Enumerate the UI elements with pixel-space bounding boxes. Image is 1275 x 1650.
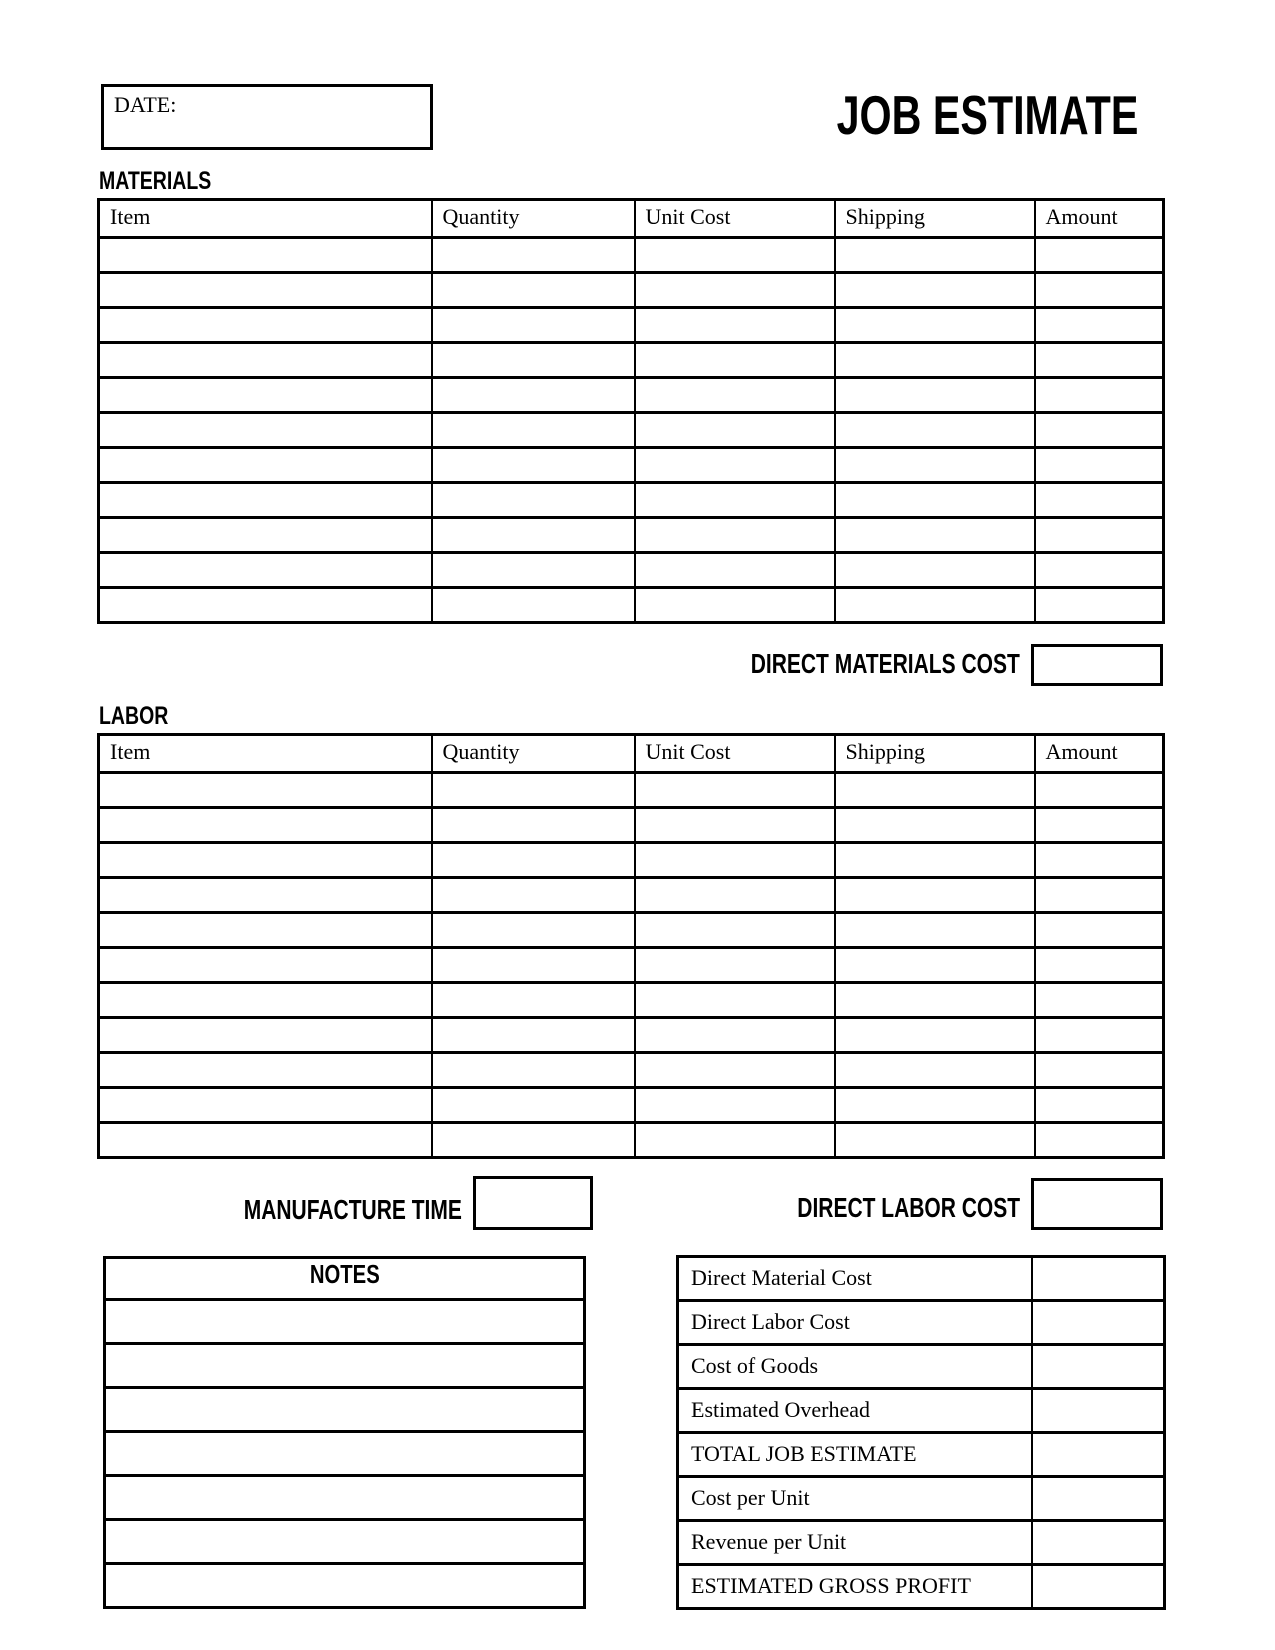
materials-amount-cell[interactable]	[1035, 378, 1164, 413]
materials-item-cell[interactable]	[99, 448, 432, 483]
labor-unitcost-cell[interactable]	[635, 1088, 835, 1123]
notes-title: NOTES	[309, 1259, 380, 1289]
labor-empty-row	[99, 983, 1164, 1018]
manufacture-time-box[interactable]	[473, 1176, 593, 1230]
summary-row-direct-labor-cost	[678, 1301, 1165, 1345]
materials-quantity-cell[interactable]	[432, 553, 635, 588]
materials-col-amount: Amount	[1035, 200, 1164, 238]
summary-value-cell[interactable]	[1032, 1477, 1165, 1521]
labor-item-cell[interactable]	[99, 1123, 432, 1158]
labor-amount-cell[interactable]	[1035, 843, 1164, 878]
summary-label: Direct Material Cost	[678, 1257, 1032, 1301]
labor-shipping-cell[interactable]	[835, 1053, 1035, 1088]
materials-amount-cell[interactable]	[1035, 308, 1164, 343]
labor-shipping-cell[interactable]	[835, 878, 1035, 913]
materials-empty-row	[99, 343, 1164, 378]
labor-quantity-cell[interactable]	[432, 1123, 635, 1158]
notes-header-cell	[105, 1258, 585, 1300]
materials-shipping-cell[interactable]	[835, 378, 1035, 413]
labor-empty-row	[99, 1053, 1164, 1088]
materials-item-cell[interactable]	[99, 553, 432, 588]
summary-row-cost-of-goods	[678, 1345, 1165, 1389]
labor-unitcost-cell[interactable]	[635, 878, 835, 913]
summary-label: Revenue per Unit	[678, 1521, 1032, 1565]
summary-label: TOTAL JOB ESTIMATE	[678, 1433, 1032, 1477]
labor-amount-cell[interactable]	[1035, 1088, 1164, 1123]
labor-unitcost-cell[interactable]	[635, 948, 835, 983]
labor-section-label: LABOR	[99, 702, 169, 730]
materials-col-shipping: Shipping	[835, 200, 1035, 238]
labor-item-cell[interactable]	[99, 1088, 432, 1123]
materials-unitcost-cell[interactable]	[635, 273, 835, 308]
labor-item-cell[interactable]	[99, 878, 432, 913]
notes-line[interactable]	[105, 1388, 585, 1432]
labor-quantity-cell[interactable]	[432, 983, 635, 1018]
labor-table	[97, 733, 1165, 1159]
summary-label: Cost per Unit	[678, 1477, 1032, 1521]
summary-label: Direct Labor Cost	[678, 1301, 1032, 1345]
materials-shipping-cell[interactable]	[835, 308, 1035, 343]
labor-shipping-cell[interactable]	[835, 1123, 1035, 1158]
notes-line[interactable]	[105, 1300, 585, 1344]
notes-line[interactable]	[105, 1344, 585, 1388]
labor-shipping-cell[interactable]	[835, 773, 1035, 808]
materials-quantity-cell[interactable]	[432, 588, 635, 623]
materials-item-cell[interactable]	[99, 413, 432, 448]
materials-quantity-cell[interactable]	[432, 518, 635, 553]
labor-empty-row	[99, 808, 1164, 843]
summary-row-revenue-per-unit	[678, 1521, 1165, 1565]
labor-shipping-cell[interactable]	[835, 1018, 1035, 1053]
direct-materials-cost-label: DIRECT MATERIALS COST	[750, 648, 1020, 679]
materials-unitcost-cell[interactable]	[635, 308, 835, 343]
summary-value-cell[interactable]	[1032, 1521, 1165, 1565]
materials-item-cell[interactable]	[99, 238, 432, 273]
labor-unitcost-cell[interactable]	[635, 773, 835, 808]
summary-value-cell[interactable]	[1032, 1565, 1165, 1609]
materials-empty-row	[99, 308, 1164, 343]
date-label: DATE:	[114, 92, 177, 117]
labor-quantity-cell[interactable]	[432, 948, 635, 983]
labor-empty-row	[99, 1123, 1164, 1158]
summary-value-cell[interactable]	[1032, 1433, 1165, 1477]
materials-amount-cell[interactable]	[1035, 448, 1164, 483]
labor-shipping-cell[interactable]	[835, 843, 1035, 878]
materials-empty-row	[99, 588, 1164, 623]
summary-row-cost-per-unit	[678, 1477, 1165, 1521]
labor-col-unitcost: Unit Cost	[635, 735, 835, 773]
labor-amount-cell[interactable]	[1035, 1018, 1164, 1053]
notes-header-row	[105, 1258, 585, 1300]
labor-col-shipping: Shipping	[835, 735, 1035, 773]
labor-quantity-cell[interactable]	[432, 878, 635, 913]
date-field-box[interactable]	[101, 84, 433, 150]
labor-amount-cell[interactable]	[1035, 1053, 1164, 1088]
materials-amount-cell[interactable]	[1035, 413, 1164, 448]
labor-unitcost-cell[interactable]	[635, 983, 835, 1018]
materials-col-unitcost: Unit Cost	[635, 200, 835, 238]
materials-shipping-cell[interactable]	[835, 518, 1035, 553]
materials-unitcost-cell[interactable]	[635, 518, 835, 553]
labor-quantity-cell[interactable]	[432, 913, 635, 948]
materials-item-cell[interactable]	[99, 378, 432, 413]
summary-value-cell[interactable]	[1032, 1389, 1165, 1433]
notes-line-row	[105, 1476, 585, 1520]
materials-quantity-cell[interactable]	[432, 343, 635, 378]
notes-line-row	[105, 1520, 585, 1564]
materials-unitcost-cell[interactable]	[635, 483, 835, 518]
direct-labor-cost-box[interactable]	[1031, 1178, 1163, 1230]
labor-empty-row	[99, 773, 1164, 808]
materials-empty-row	[99, 273, 1164, 308]
labor-empty-row	[99, 913, 1164, 948]
materials-quantity-cell[interactable]	[432, 273, 635, 308]
materials-shipping-cell[interactable]	[835, 483, 1035, 518]
labor-item-cell[interactable]	[99, 913, 432, 948]
labor-header-row	[99, 735, 1164, 773]
labor-col-amount: Amount	[1035, 735, 1164, 773]
materials-amount-cell[interactable]	[1035, 273, 1164, 308]
materials-shipping-cell[interactable]	[835, 588, 1035, 623]
summary-label: Estimated Overhead	[678, 1389, 1032, 1433]
materials-empty-row	[99, 553, 1164, 588]
materials-unitcost-cell[interactable]	[635, 378, 835, 413]
labor-quantity-cell[interactable]	[432, 843, 635, 878]
materials-quantity-cell[interactable]	[432, 378, 635, 413]
materials-item-cell[interactable]	[99, 343, 432, 378]
labor-item-cell[interactable]	[99, 948, 432, 983]
materials-shipping-cell[interactable]	[835, 413, 1035, 448]
materials-empty-row	[99, 518, 1164, 553]
labor-unitcost-cell[interactable]	[635, 1018, 835, 1053]
materials-unitcost-cell[interactable]	[635, 413, 835, 448]
labor-amount-cell[interactable]	[1035, 913, 1164, 948]
materials-unitcost-cell[interactable]	[635, 553, 835, 588]
labor-item-cell[interactable]	[99, 1053, 432, 1088]
labor-item-cell[interactable]	[99, 843, 432, 878]
materials-amount-cell[interactable]	[1035, 518, 1164, 553]
materials-unitcost-cell[interactable]	[635, 238, 835, 273]
labor-item-cell[interactable]	[99, 808, 432, 843]
materials-empty-row	[99, 413, 1164, 448]
notes-line-row	[105, 1388, 585, 1432]
labor-empty-row	[99, 1088, 1164, 1123]
materials-shipping-cell[interactable]	[835, 343, 1035, 378]
summary-table	[676, 1255, 1166, 1610]
materials-unitcost-cell[interactable]	[635, 448, 835, 483]
materials-item-cell[interactable]	[99, 273, 432, 308]
labor-amount-cell[interactable]	[1035, 948, 1164, 983]
materials-quantity-cell[interactable]	[432, 238, 635, 273]
labor-col-item: Item	[99, 735, 432, 773]
materials-unitcost-cell[interactable]	[635, 588, 835, 623]
direct-labor-cost-label: DIRECT LABOR COST	[797, 1192, 1020, 1223]
materials-amount-cell[interactable]	[1035, 553, 1164, 588]
materials-shipping-cell[interactable]	[835, 273, 1035, 308]
notes-line-row	[105, 1432, 585, 1476]
materials-empty-row	[99, 483, 1164, 518]
notes-panel	[103, 1256, 586, 1609]
labor-unitcost-cell[interactable]	[635, 913, 835, 948]
summary-value-cell[interactable]	[1032, 1301, 1165, 1345]
materials-section-label: MATERIALS	[99, 167, 212, 195]
notes-line[interactable]	[105, 1432, 585, 1476]
labor-item-cell[interactable]	[99, 1018, 432, 1053]
labor-shipping-cell[interactable]	[835, 983, 1035, 1018]
direct-materials-cost-box[interactable]	[1031, 644, 1163, 686]
materials-amount-cell[interactable]	[1035, 588, 1164, 623]
labor-shipping-cell[interactable]	[835, 1088, 1035, 1123]
labor-unitcost-cell[interactable]	[635, 843, 835, 878]
summary-value-cell[interactable]	[1032, 1257, 1165, 1301]
materials-unitcost-cell[interactable]	[635, 343, 835, 378]
labor-amount-cell[interactable]	[1035, 773, 1164, 808]
summary-row-estimated-gross-profit	[678, 1565, 1165, 1609]
labor-shipping-cell[interactable]	[835, 808, 1035, 843]
labor-quantity-cell[interactable]	[432, 1088, 635, 1123]
materials-amount-cell[interactable]	[1035, 343, 1164, 378]
materials-quantity-cell[interactable]	[432, 308, 635, 343]
materials-amount-cell[interactable]	[1035, 238, 1164, 273]
labor-empty-row	[99, 843, 1164, 878]
summary-row-estimated-overhead	[678, 1389, 1165, 1433]
materials-item-cell[interactable]	[99, 483, 432, 518]
materials-empty-row	[99, 378, 1164, 413]
labor-quantity-cell[interactable]	[432, 1053, 635, 1088]
notes-line[interactable]	[105, 1564, 585, 1608]
labor-item-cell[interactable]	[99, 773, 432, 808]
labor-amount-cell[interactable]	[1035, 983, 1164, 1018]
materials-header-row	[99, 200, 1164, 238]
labor-shipping-cell[interactable]	[835, 948, 1035, 983]
materials-item-cell[interactable]	[99, 518, 432, 553]
labor-item-cell[interactable]	[99, 983, 432, 1018]
labor-quantity-cell[interactable]	[432, 773, 635, 808]
materials-shipping-cell[interactable]	[835, 448, 1035, 483]
labor-col-quantity: Quantity	[432, 735, 635, 773]
materials-col-item: Item	[99, 200, 432, 238]
summary-row-direct-material-cost	[678, 1257, 1165, 1301]
labor-unitcost-cell[interactable]	[635, 1123, 835, 1158]
materials-item-cell[interactable]	[99, 588, 432, 623]
summary-row-total-job-estimate	[678, 1433, 1165, 1477]
notes-line-row	[105, 1564, 585, 1608]
labor-amount-cell[interactable]	[1035, 1123, 1164, 1158]
labor-quantity-cell[interactable]	[432, 808, 635, 843]
materials-empty-row	[99, 238, 1164, 273]
summary-value-cell[interactable]	[1032, 1345, 1165, 1389]
manufacture-time-label: MANUFACTURE TIME	[243, 1194, 462, 1225]
materials-shipping-cell[interactable]	[835, 238, 1035, 273]
labor-unitcost-cell[interactable]	[635, 1053, 835, 1088]
notes-line[interactable]	[105, 1476, 585, 1520]
materials-item-cell[interactable]	[99, 308, 432, 343]
summary-label: ESTIMATED GROSS PROFIT	[678, 1565, 1032, 1609]
materials-quantity-cell[interactable]	[432, 483, 635, 518]
notes-line[interactable]	[105, 1520, 585, 1564]
labor-unitcost-cell[interactable]	[635, 808, 835, 843]
notes-line-row	[105, 1300, 585, 1344]
labor-amount-cell[interactable]	[1035, 878, 1164, 913]
labor-empty-row	[99, 1018, 1164, 1053]
materials-quantity-cell[interactable]	[432, 448, 635, 483]
materials-table	[97, 198, 1165, 624]
materials-col-quantity: Quantity	[432, 200, 635, 238]
summary-label: Cost of Goods	[678, 1345, 1032, 1389]
page-title: JOB ESTIMATE	[836, 84, 1138, 146]
labor-quantity-cell[interactable]	[432, 1018, 635, 1053]
labor-amount-cell[interactable]	[1035, 808, 1164, 843]
labor-empty-row	[99, 878, 1164, 913]
materials-amount-cell[interactable]	[1035, 483, 1164, 518]
materials-shipping-cell[interactable]	[835, 553, 1035, 588]
labor-empty-row	[99, 948, 1164, 983]
labor-shipping-cell[interactable]	[835, 913, 1035, 948]
notes-line-row	[105, 1344, 585, 1388]
materials-empty-row	[99, 448, 1164, 483]
materials-quantity-cell[interactable]	[432, 413, 635, 448]
